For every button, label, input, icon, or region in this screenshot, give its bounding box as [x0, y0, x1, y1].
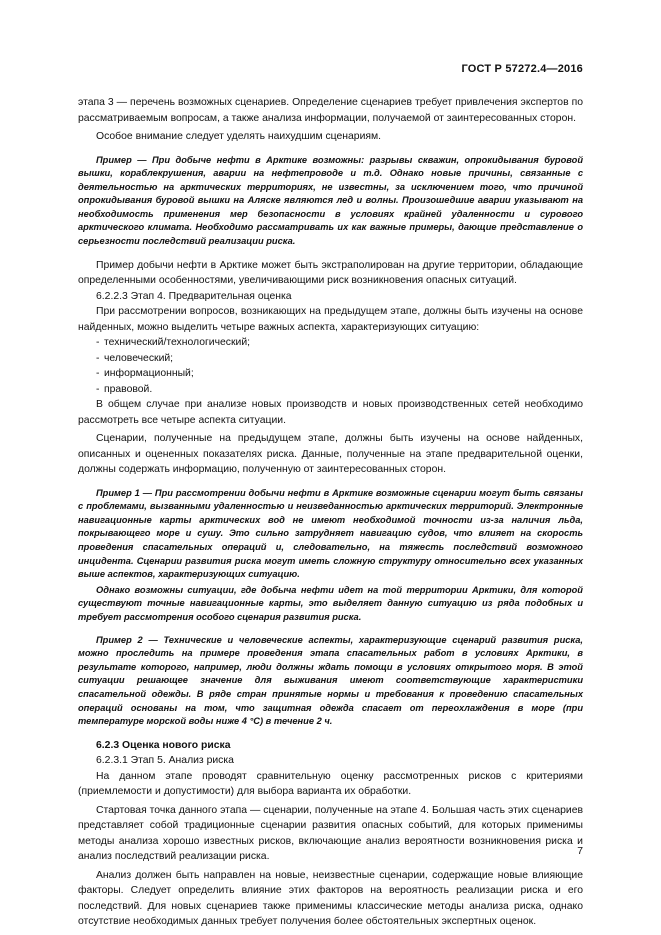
document-id: ГОСТ Р 57272.4—2016: [461, 63, 583, 75]
page-number: 7: [577, 846, 583, 857]
subsection-title: 6.2.3.1 Этап 5. Анализ риска: [96, 755, 234, 767]
section-heading: 6.2.3 Оценка нового риска: [96, 739, 231, 751]
paragraph: На данном этапе проводят сравнительную оценку рассмотренных рисков с критериями (приемлемости и допустимости) для выбора варианта их обработки.: [78, 770, 583, 798]
example-block: [78, 487, 583, 625]
page-content: [78, 95, 583, 930]
subsection-title: 6.2.2.3 Этап 4. Предварительная оценка: [96, 290, 292, 302]
example-text: Пример 2 — Технические и человеческие аспекты, характеризующие сценарий развития риска, можно проследить на примере проведения этапа спасательных работ в условиях Арктики, в результате которого, например, люди должны ждать помощи в условиях открытого моря. В этой ситуации решающее значение для выживания имеют соответствующие характеристики спасательной одежды. В ряде стран принятые нормы и требования к проведению спасательных операций основаны на том, что защитная одежда спасает от переохлаждения в море (при температуре морской воды ниже 4 °C) в течение 2 ч.: [78, 634, 583, 727]
list-item: - человеческий;: [78, 351, 583, 367]
aspect-list: [78, 335, 583, 397]
paragraph: Анализ должен быть направлен на новые, неизвестные сценарии, содержащие новые влияющие факторы. Следует определить влияние этих факторов на вероятность реализации риска и его последствий. Для новых сценариев также применимы классические методы анализа риска, однако отсутствие необходимых данных требует получения более обстоятельных экспертных оценок.: [78, 869, 583, 928]
paragraph: Пример добычи нефти в Арктике может быть экстраполирован на другие территории, обладающие определенными особенностями, увеличивающими риск возникновения опасных ситуаций.: [78, 259, 583, 287]
paragraph: этапа 3 — перечень возможных сценариев. Определение сценариев требует привлечения экспертов по рассматриваемым вопросам, а также анализа информации, получаемой от заинтересованных сторон.: [78, 97, 583, 124]
paragraph: Стартовая точка данного этапа — сценарии, полученные на этапе 4. Большая часть этих сценариев представляет собой традиционные сценарии развития опасных событий, для которых применимы методы анализа хорошо известных рисков, включающие анализ вероятности возникновения риска и анализ последствий реализации риска.: [78, 804, 583, 863]
list-item: - технический/технологический;: [78, 335, 583, 351]
example-block: [78, 634, 583, 729]
example-text: Пример 1 — При рассмотрении добычи нефти в Арктике возможные сценарии могут быть связаны с проблемами, вызванными удаленностью и неизведанностью арктических территорий. Электронные навигационные карты арктических вод не имеют необходимой точности из-за наличия льда, покрывающего море и сушу. Это сильно затрудняет навигацию судов, что влияет на скорость проведения спасательных операций и, следовательно, на тяжесть последствий возможного инцидента. Сценарии развития риска могут иметь сложную структуру относительно всех указанных выше аспектов, характеризующих ситуацию.: [78, 487, 583, 580]
list-item: - правовой.: [78, 382, 583, 398]
example-text: Однако возможны ситуации, где добыча нефти идет на той территории Арктики, для которой существуют точные навигационные карты, это выделяет данную ситуацию из ряда подобных и требует рассмотрения особого сценария развития риска.: [78, 584, 583, 622]
paragraph: Сценарии, полученные на предыдущем этапе, должны быть изучены на основе найденных, описанных и оцененных показателях риска. Данные, полученные на этапе предварительной оценки, должны содержать информацию, полученную от заинтересованных сторон.: [78, 433, 583, 476]
paragraph: В общем случае при анализе новых производств и новых производственных сетей необходимо рассмотреть все четыре аспекта ситуации.: [78, 399, 583, 426]
example-text: Пример — При добыче нефти в Арктике возможны: разрывы скважин, опрокидывания буровой вышки, кораблекрушения, аварии на нефтепроводе и т.д. Однако новые причины, связанные с деятельностью на арктических территориях, не известны, за исключением того, что причиной опрокидывания буровой вышки на Аляске являются лед и волны. Произошедшие аварии указывают на необходимость применения мер безопасности в условиях крайней удаленности и сурового арктического климата. Необходимо рассматривать их как важные примеры, дающие представление о серьезности последствий реализации риска.: [78, 154, 583, 247]
paragraph: Особое внимание следует уделять наихудшим сценариям.: [96, 131, 382, 142]
list-item: - информационный;: [78, 366, 583, 382]
example-block: [78, 154, 583, 249]
paragraph: При рассмотрении вопросов, возникающих на предыдущем этапе, должны быть изучены на основе найденных, можно выделить четыре важных аспекта, характеризующих ситуацию:: [78, 306, 583, 333]
